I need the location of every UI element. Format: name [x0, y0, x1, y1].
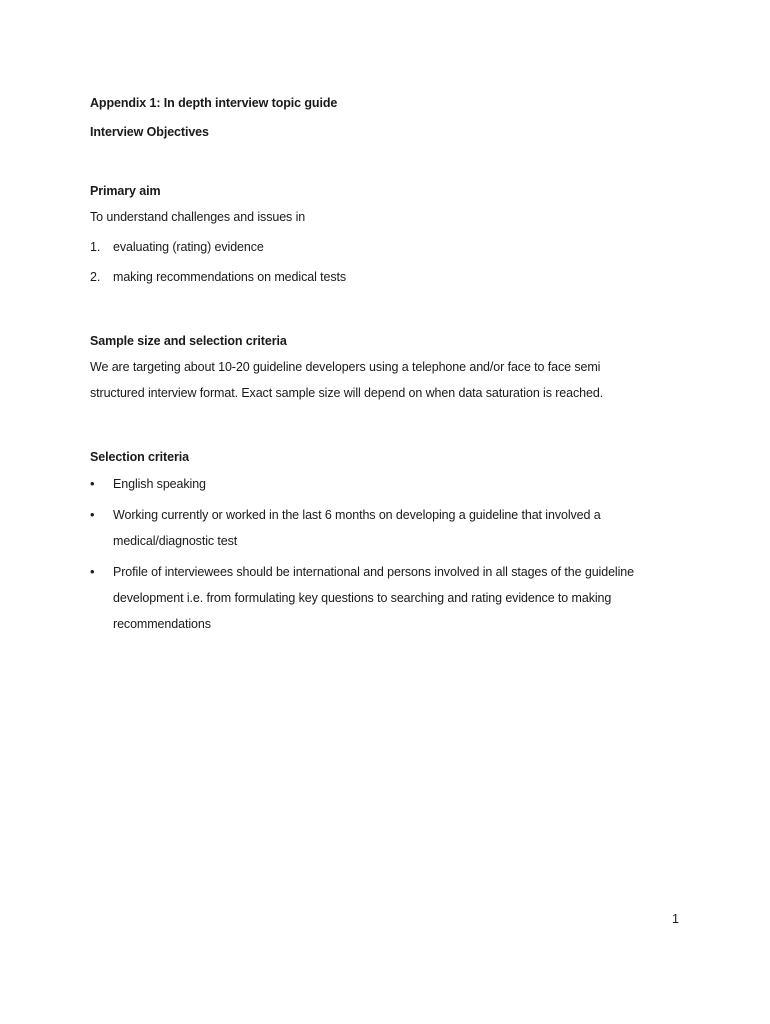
list-item — [90, 502, 680, 554]
list-item — [90, 559, 680, 637]
list-number: 1. — [90, 240, 101, 254]
list-text: making recommendations on medical tests — [113, 270, 347, 284]
list-item — [90, 264, 680, 290]
list-item — [90, 471, 680, 497]
list-text: Profile of interviewees should be international and persons involved in all stages of the guideline development i.e. from formulating key questions to searching and rating evidence to making recommendations — [113, 565, 634, 631]
primary-aim-list — [90, 234, 680, 290]
document-content — [90, 94, 680, 642]
selection-criteria-list — [90, 471, 680, 637]
list-item — [90, 234, 680, 260]
selection-criteria-heading: Selection criteria — [90, 450, 189, 464]
bullet-icon: • — [90, 507, 95, 522]
list-text: evaluating (rating) evidence — [113, 240, 264, 254]
bullet-icon: • — [90, 564, 95, 579]
bullet-icon: • — [90, 476, 95, 491]
page-number: 1 — [672, 912, 679, 926]
list-number: 2. — [90, 270, 101, 284]
appendix-title: Appendix 1: In depth interview topic guide — [90, 96, 338, 110]
primary-aim-intro: To understand challenges and issues in — [90, 210, 306, 224]
list-text: English speaking — [113, 477, 206, 491]
list-text: Working currently or worked in the last 6 months on developing a guideline that involved a medical/diagnostic test — [113, 508, 601, 548]
objectives-heading: Interview Objectives — [90, 125, 209, 139]
sample-size-line-2: structured interview format. Exact sample size will depend on when data saturation is reached. — [90, 386, 604, 400]
sample-size-line-1: We are targeting about 10-20 guideline developers using a telephone and/or face to face semi — [90, 360, 601, 374]
sample-size-heading: Sample size and selection criteria — [90, 334, 287, 348]
primary-aim-heading: Primary aim — [90, 184, 161, 198]
